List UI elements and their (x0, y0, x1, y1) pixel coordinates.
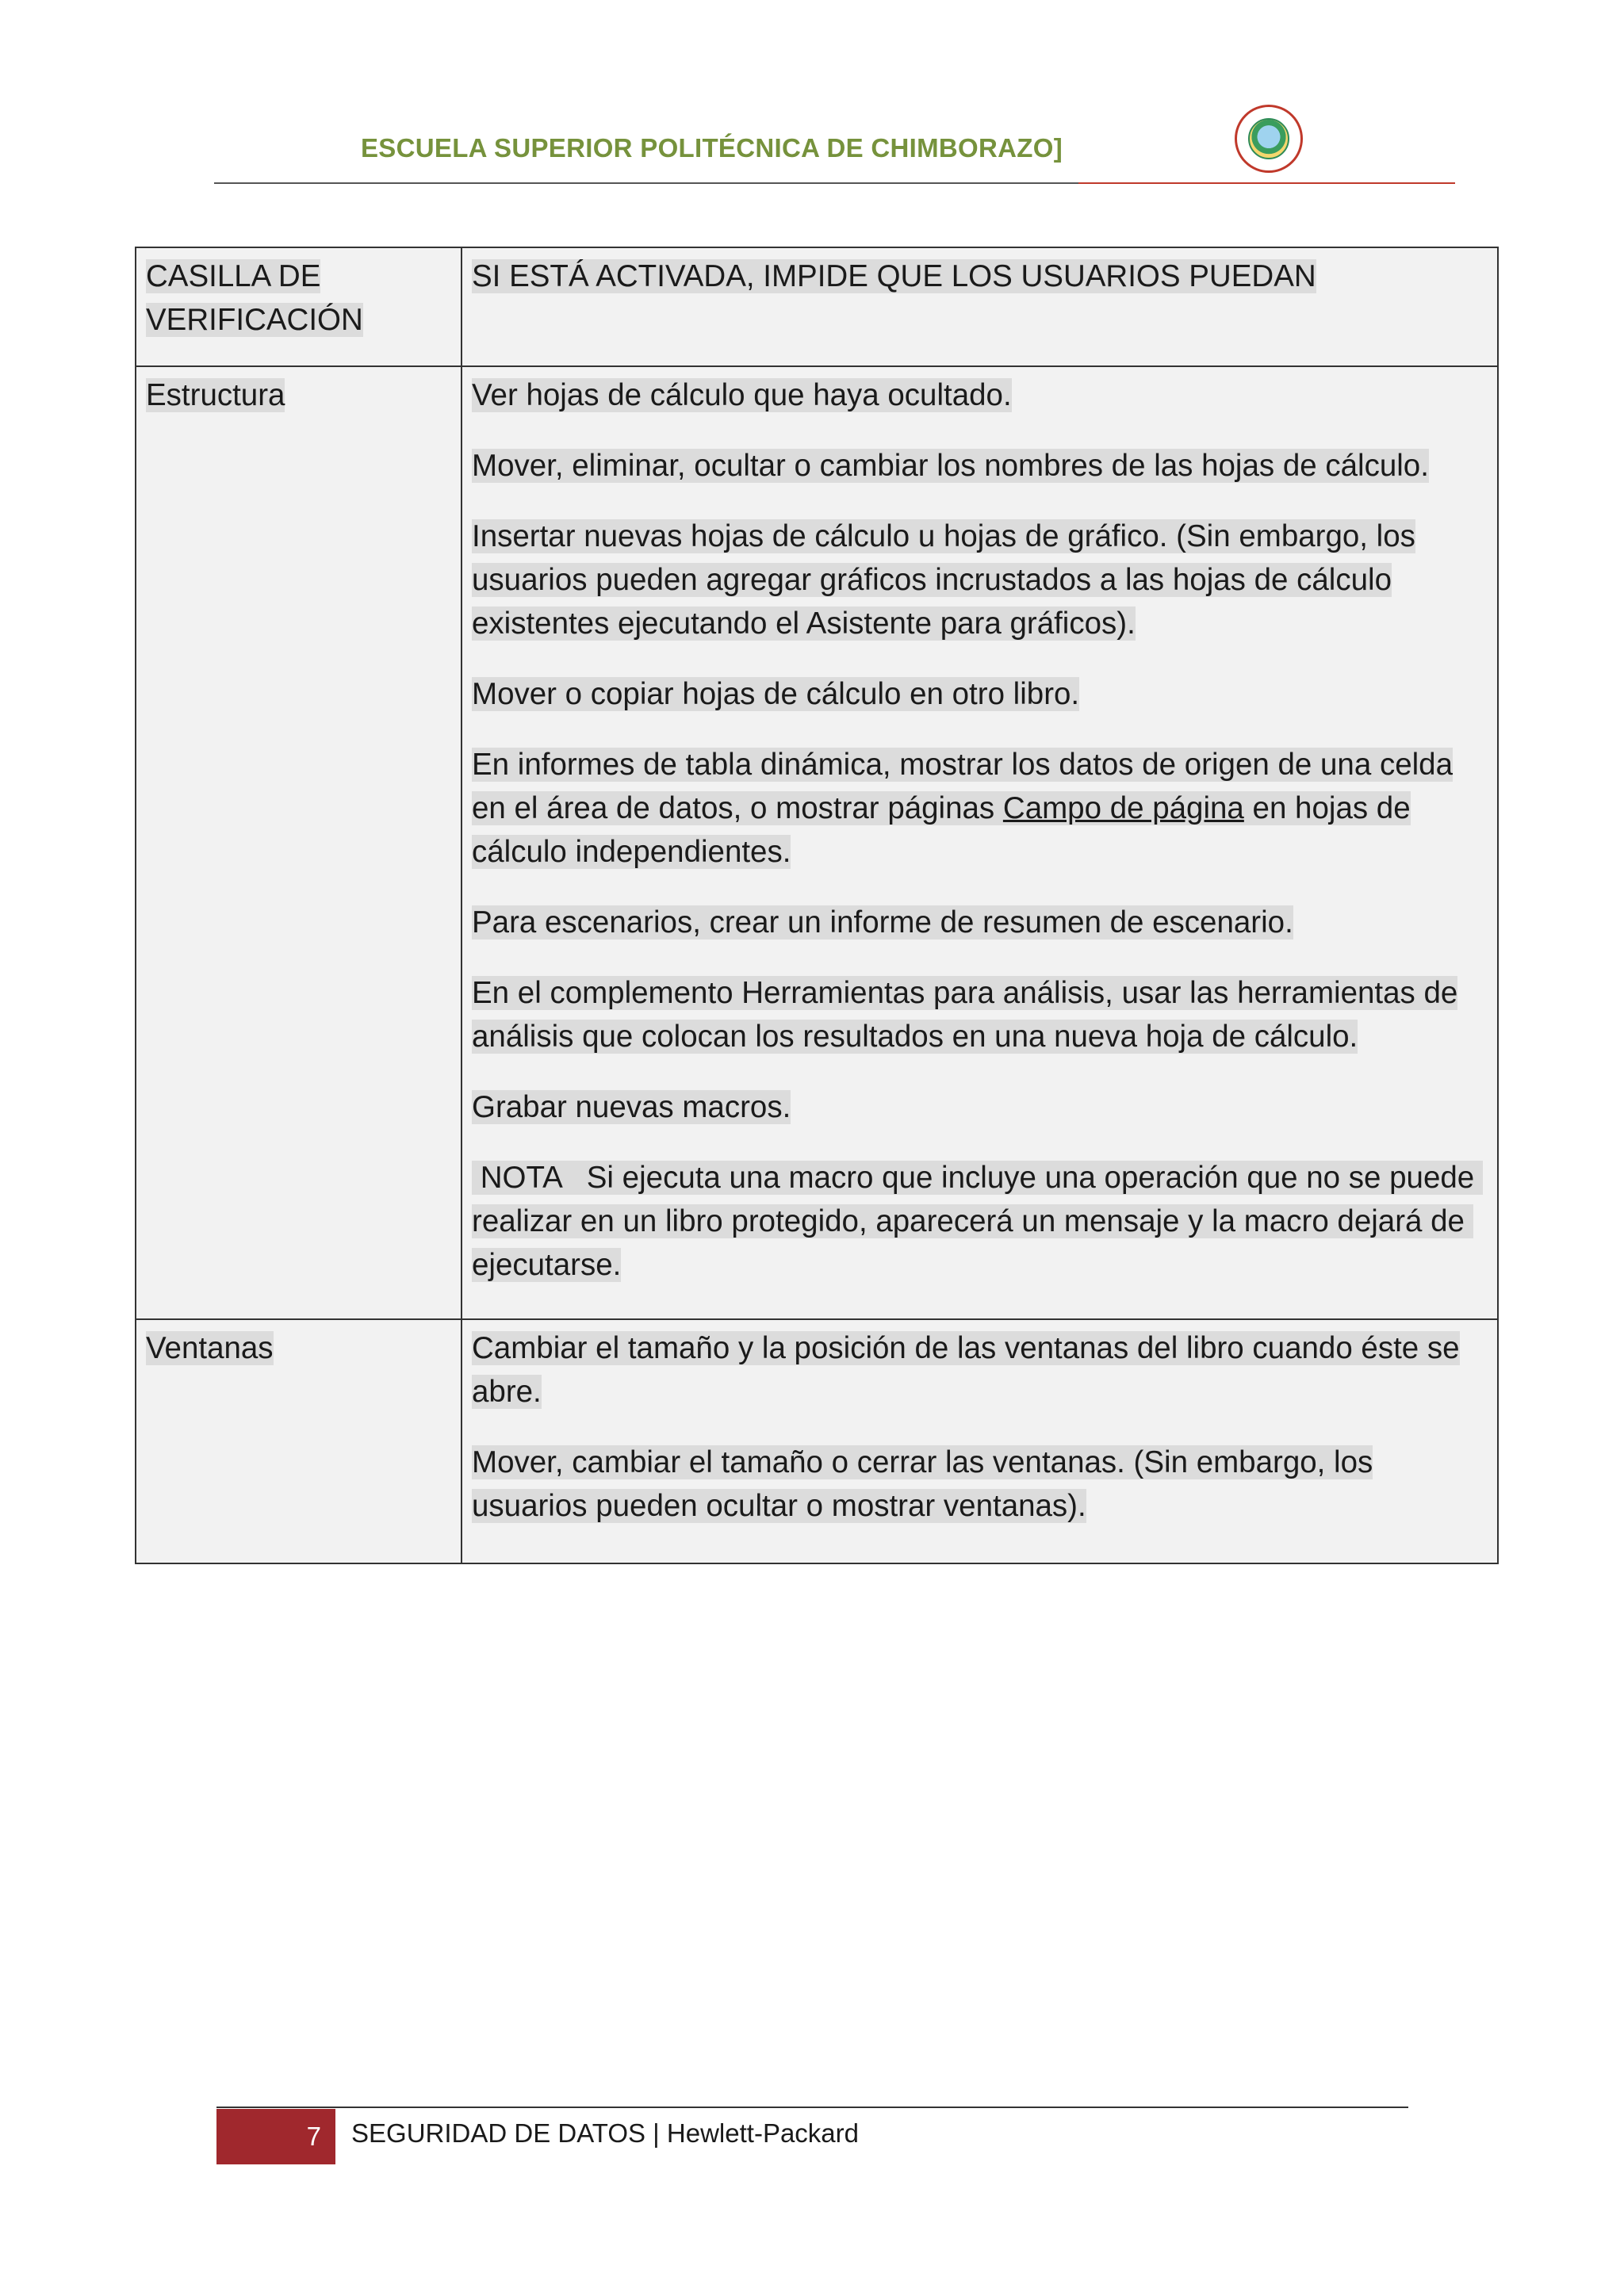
item-text-after: en hojas de cálculo independientes. (472, 791, 1411, 869)
item-text: Insertar nuevas hojas de cálculo u hojas de gráfico. (Sin embargo, los usuarios pueden agregar gráficos incrustados a las hojas de cálculo existentes ejecutando el Asistente para gráficos). (472, 519, 1415, 641)
list-item (472, 1441, 1488, 1528)
list-item (472, 1085, 1488, 1129)
note-text: NOTA Si ejecuta una macro que incluye una operación que no se puede realizar en un libro protegido, aparecerá un mensaje y la macro dejará de ejecutarse. (472, 1161, 1483, 1282)
list-item (472, 444, 1488, 488)
item-text (472, 748, 1453, 869)
list-item (472, 743, 1488, 874)
item-text: Ver hojas de cálculo que haya ocultado. (472, 378, 1012, 412)
page-number: 7 (216, 2109, 335, 2164)
item-text: Cambiar el tamaño y la posición de las ventanas del libro cuando éste se abre. (472, 1331, 1460, 1409)
list-item (472, 971, 1488, 1058)
header-divider (214, 182, 1078, 184)
table-row (136, 1318, 1497, 1563)
item-text: Para escenarios, crear un informe de resumen de escenario. (472, 905, 1293, 939)
table-header-row (136, 248, 1497, 365)
footer-divider (216, 2107, 1408, 2108)
table-header-cell-checkbox (136, 248, 462, 365)
list-item (472, 901, 1488, 944)
row-label-ventanas: Ventanas (146, 1331, 274, 1365)
table-cell-items (462, 367, 1497, 1318)
item-text: Mover, cambiar el tamaño o cerrar las ventanas. (Sin embargo, los usuarios pueden ocultar o mostrar ventanas). (472, 1445, 1373, 1523)
campo-de-pagina-link[interactable]: Campo de página (1002, 791, 1244, 825)
table-header-checkbox-label: CASILLA DE VERIFICACIÓN (146, 259, 363, 337)
seal-emblem (1248, 118, 1289, 159)
table-header-cell-effect (462, 248, 1497, 365)
table-header-effect-label: SI ESTÁ ACTIVADA, IMPIDE QUE LOS USUARIOS PUEDAN (472, 259, 1316, 293)
item-text: Grabar nuevas macros. (472, 1090, 791, 1124)
list-item (472, 672, 1488, 716)
row-label-estructura: Estructura (146, 378, 285, 412)
table-cell-label (136, 367, 462, 1318)
header-divider-accent (1078, 182, 1455, 184)
list-item (472, 1326, 1488, 1414)
item-text: En el complemento Herramientas para análisis, usar las herramientas de análisis que colocan los resultados en una nueva hoja de cálculo. (472, 976, 1458, 1054)
document-header-title: ESCUELA SUPERIOR POLITÉCNICA DE CHIMBORAZO] (361, 133, 1063, 163)
item-text-before: En informes de tabla dinámica, mostrar los datos de origen de una celda en el área de datos, o mostrar páginas (472, 748, 1453, 825)
institution-seal-icon (1235, 105, 1303, 173)
list-item (472, 515, 1488, 645)
list-item (472, 373, 1488, 417)
item-text: Mover, eliminar, ocultar o cambiar los nombres de las hojas de cálculo. (472, 449, 1429, 483)
item-text: Mover o copiar hojas de cálculo en otro libro. (472, 677, 1080, 711)
table-cell-label (136, 1320, 462, 1563)
note-item (472, 1156, 1488, 1287)
table-row (136, 365, 1497, 1318)
table-cell-items (462, 1320, 1497, 1563)
protection-options-table (135, 247, 1499, 1564)
footer-text: SEGURIDAD DE DATOS | Hewlett-Packard (351, 2118, 860, 2148)
